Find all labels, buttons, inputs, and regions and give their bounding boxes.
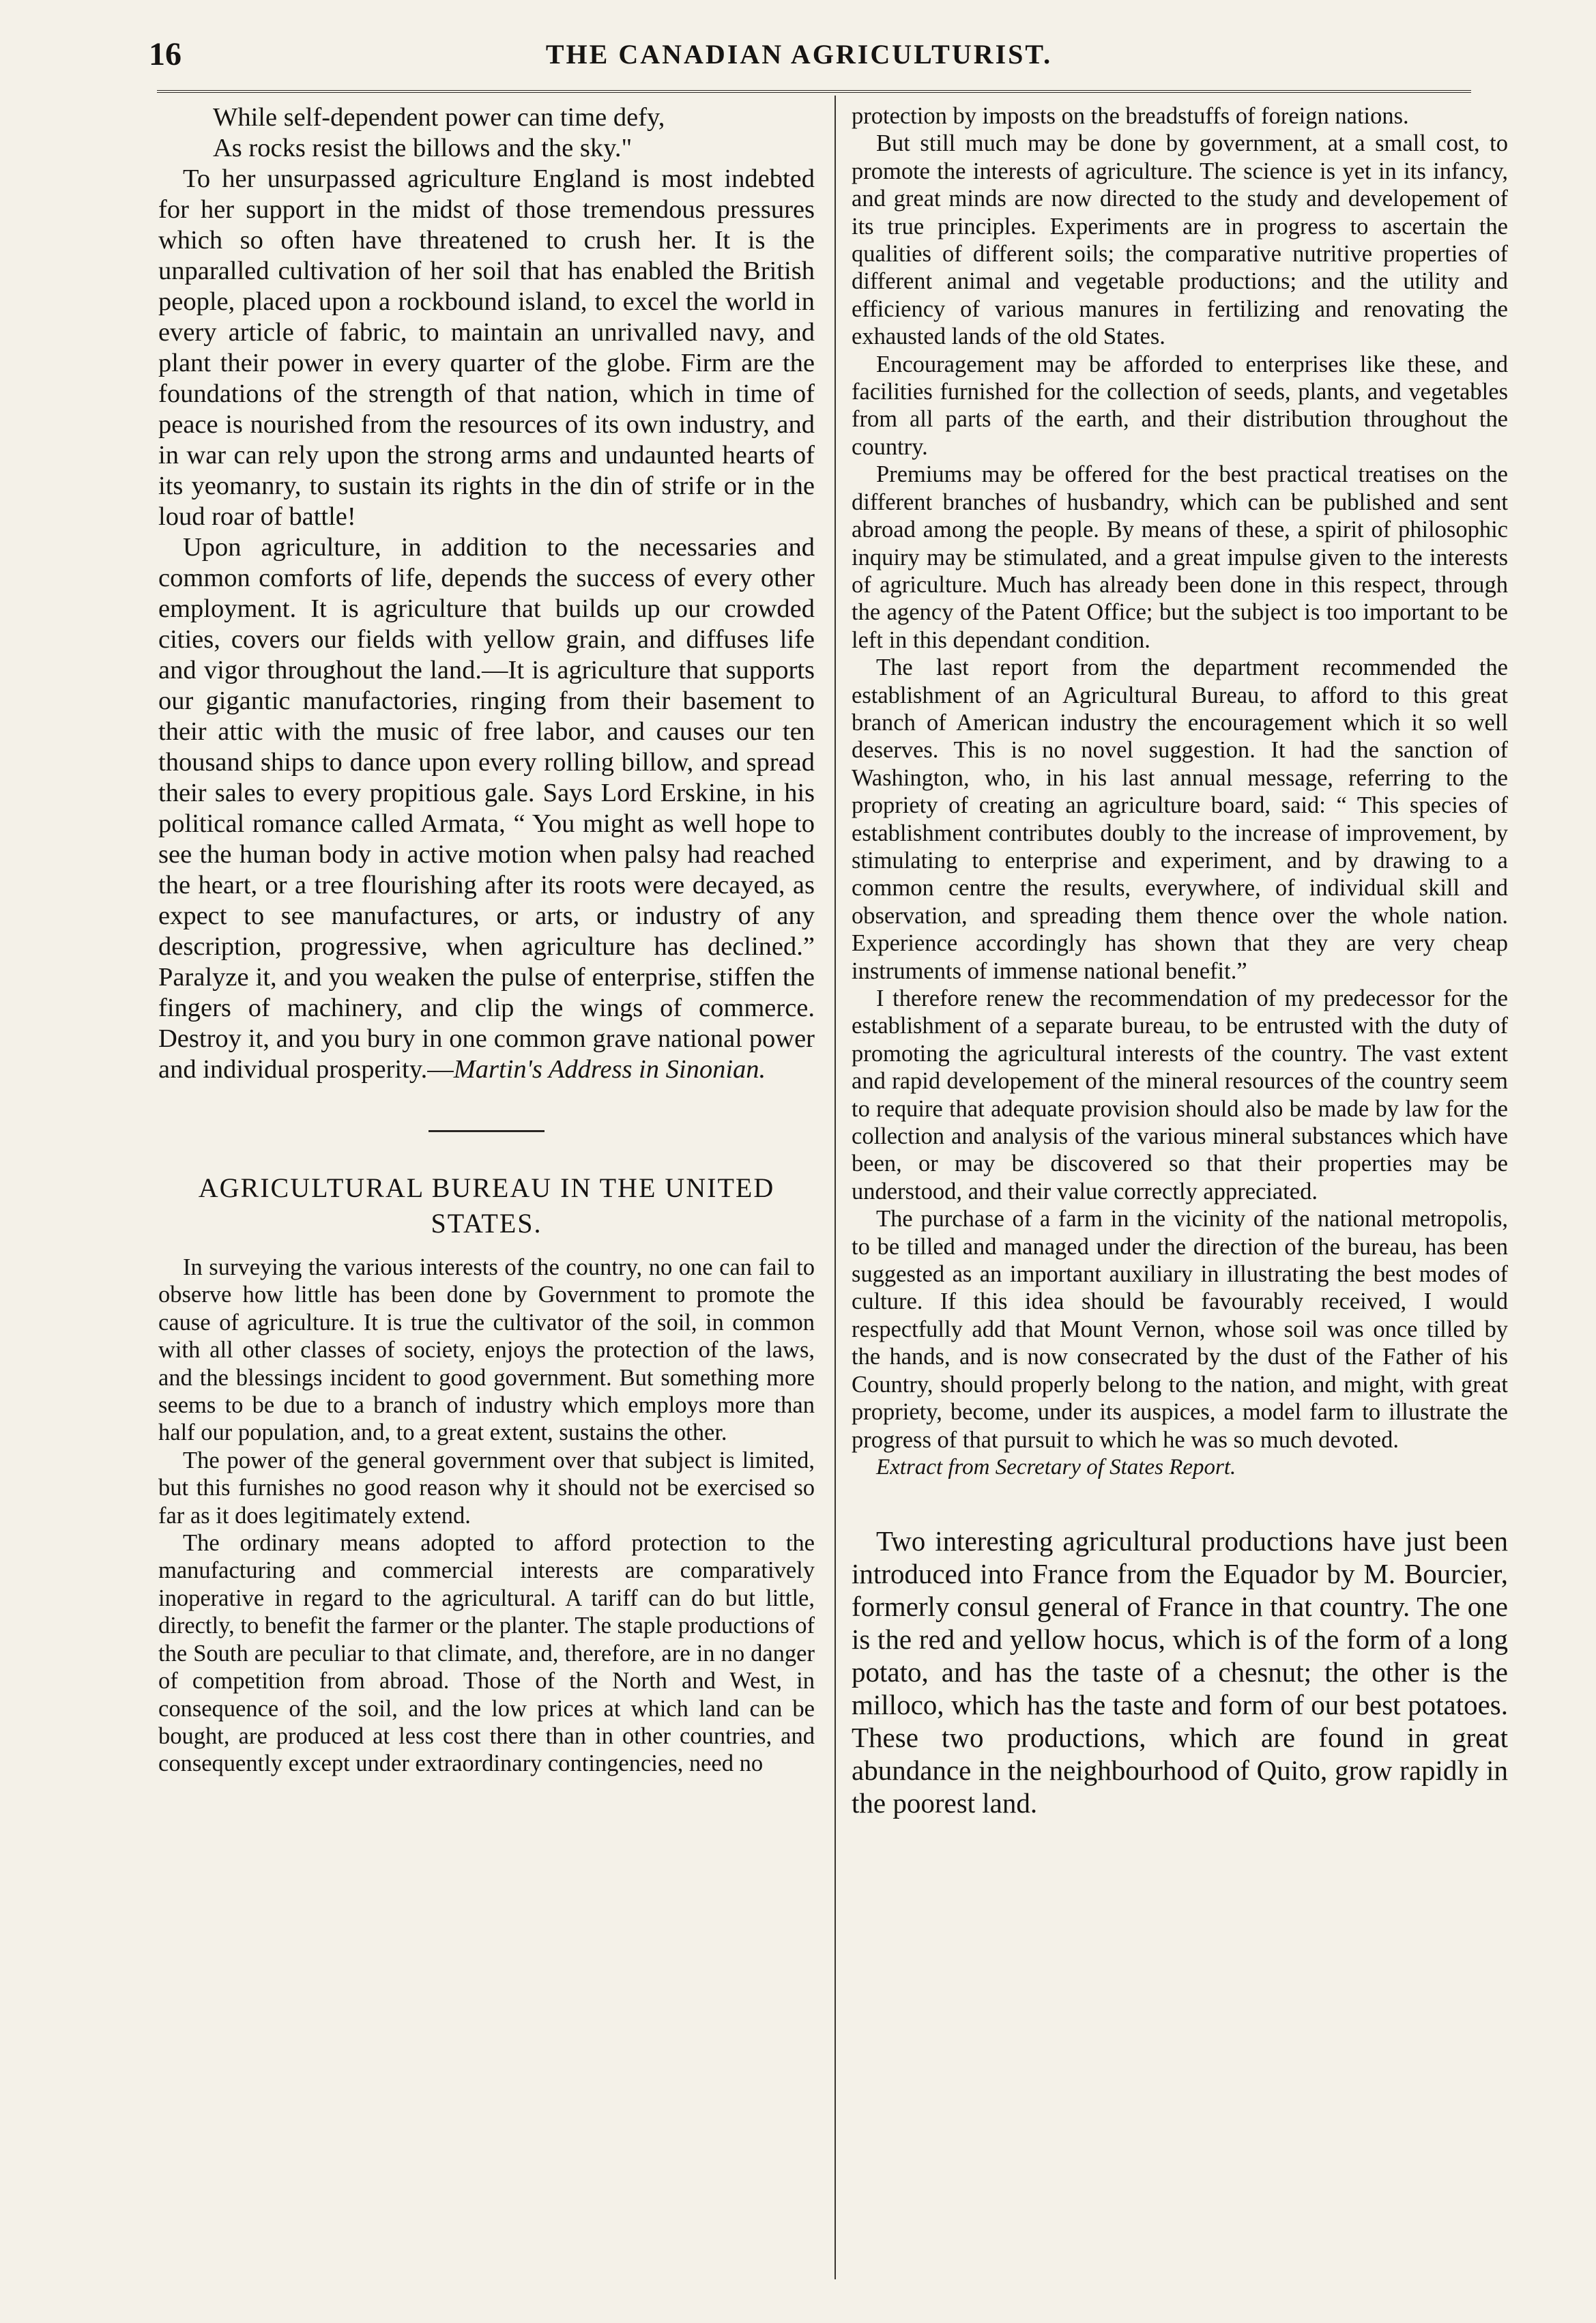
left-column	[158, 102, 815, 1778]
page-header	[149, 35, 1449, 83]
page-number: 16	[149, 36, 182, 72]
paragraph-ordinary-means: The ordinary means adopted to afford protection to the manufacturing and commercial interests are comparatively inoperative in regard to the agricultural. A tariff can do but little, directly, to benefit the farmer or the planter. The staple productions of the South are peculiar to that climate, and, therefore, are in no danger of competition from abroad. Those of the North and West, in consequence of the soil, and the low prices at which land can be bought, are produced at less cost there than in other countries, and consequently except under extraordinary contingencies, need no	[158, 1530, 815, 1777]
verse-line-1: While self-dependent power can time defy,	[213, 103, 665, 132]
paragraph-surveying: In surveying the various interests of the country, no one can fail to observe how little has been done by Government to promote the cause of agriculture. It is true the cultivator of the soil, in common with all other classes of society, enjoys the protection of the laws, and the blessings incident to good government. But something more seems to be due to a branch of industry which employs more than half our population, and, to a great extent, sustains the other.	[158, 1254, 815, 1446]
paragraph-encouragement: Encouragement may be afforded to enterprises like these, and facilities furnished for the collection of seeds, plants, and vegetables from all parts of the earth, and their distribution throughout the country.	[852, 351, 1508, 460]
paragraph-agriculture-text: Upon agriculture, in addition to the necessaries and common comforts of life, depends the success of every other employment. It is agriculture that builds up our crowded cities, covers our fields with yellow grain, and diffuses life and vigor throughout the land.—It is agriculture that supports our gigantic manufactories, ringing from their basement to their attic with the music of free labor, and causes our ten thousand ships to dance upon every rolling billow, and spread their sales to every propitious gale. Says Lord Erskine, in his political romance called Armata, “ You might as well hope to see the human body in active motion when palsy had reached the heart, or a tree flourishing after its roots were decayed, as expect to see manufactures, or arts, or industry of any description, progressive, when agriculture has declined.” Paralyze it, and you weaken the pulse of enterprise, stiffen the fingers of machinery, and clip the wings of commerce. Destroy it, and you bury in one common grave national power and individual prosperity.—	[158, 533, 815, 1084]
running-title: THE CANADIAN AGRICULTURIST.	[545, 39, 1053, 70]
header-rule	[157, 90, 1471, 93]
paragraph-agriculture	[158, 532, 815, 1085]
paragraph-government-cost: But still much may be done by government, at a small cost, to promote the interests of agriculture. The science is yet in its infancy, and great minds are now directed to the study and developement of its true principles. Experiments are in progress to ascertain the qualities of different soils; the comparative nutritive properties of different animal and vegetable productions; and the utility and efficiency of various manures in fertilizing and renovating the exhausted lands of the old States.	[852, 130, 1508, 350]
bureau-article-body	[158, 1254, 815, 1778]
column-divider	[835, 96, 836, 2279]
paragraph-farm-purchase: The purchase of a farm in the vicinity of the national metropolis, to be tilled and managed under the direction of the bureau, has been suggested as an important auxiliary in illustrating the best modes of culture. If this idea should be favourably received, I would respectfully add that Mount Vernon, whose soil was once tilled by the hands, and is now consecrated by the dust of the Father of his Country, should properly belong to the nation, and might, with great propriety, become, under its auspices, a model farm to illustrate the progress of that pursuit to which he was so much devoted.	[852, 1206, 1508, 1453]
extract-source: Extract from Secretary of States Report.	[876, 1454, 1236, 1480]
section-title-agricultural-bureau: AGRICULTURAL BUREAU IN THE UNITED STATES.	[198, 1172, 775, 1239]
section-divider	[429, 1130, 545, 1132]
paragraph-france-productions: Two interesting agricultural productions have just been introduced into France from the Equador by M. Bourcier, formerly consul general of France in that country. The one is the red and yellow hocus, which is of the form of a long potato, and has the taste of a chesnut; the other is the milloco, which has the taste and form of our best potatoes. These two productions, which are found in great abundance in the neighbourhood of Quito, grow rapidly in the poorest land.	[852, 1525, 1508, 1819]
right-column	[852, 102, 1508, 1819]
verse-quote	[158, 102, 815, 164]
bureau-article-continued	[852, 102, 1508, 1481]
paragraph-power-of-government: The power of the general government over that subject is limited, but this furnishes no good reason why it should not be exercised so far as it does legitimately extend.	[158, 1447, 815, 1529]
paragraph-renew-recommendation: I therefore renew the recommendation of my predecessor for the establishment of a separate bureau, to be entrusted with the duty of promoting the agricultural interests of the country. The vast extent and rapid developement of the mineral resources of the country seem to require that adequate provision should also be made by law for the collection and analysis of the various mineral substances which have been, or may be discovered so that their properties may be understood, and their value correctly appreciated.	[852, 985, 1508, 1204]
verse-line-2: As rocks resist the billows and the sky."	[213, 134, 633, 162]
paragraph-last-report: The last report from the department recommended the establishment of an Agricultural Bureau, to afford to this great branch of American industry the encouragement which it so well deserves. This is no novel suggestion. It had the sanction of Washington, who, in his last annual message, referring to the propriety of creating an agriculture board, said: “ This species of establishment contributes doubly to the increase of improvement, by stimulating to enterprise and experiment, and by drawing to a common centre the results, everywhere, of individual skill and observation, and spreading them thence over the whole nation. Experience accordingly has shown that they are very cheap instruments of immense national benefit.”	[852, 654, 1508, 984]
paragraph-protection-continued: protection by imposts on the breadstuffs of foreign nations.	[852, 103, 1409, 129]
paragraph-agriculture-source: Martin's Address in Sinonian.	[453, 1055, 766, 1084]
paragraph-premiums: Premiums may be offered for the best practical treatises on the different branches of husbandry, which can be published and sent abroad among the people. By means of these, a spirit of philosophic inquiry may be stimulated, and a great impulse given to the interests of agriculture. Much has already been done in this respect, through the agency of the Patent Office; but the subject is too important to be left in this dependant condition.	[852, 461, 1508, 653]
paragraph-england: To her unsurpassed agriculture England is most indebted for her support in the midst of those tremendous pressures which so often have threatened to crush her. It is the unparalled cultivation of her soil that has enabled the British people, placed upon a rockbound island, to excel the world in every article of fabric, to maintain an unrivalled navy, and plant their power in every quarter of the globe. Firm are the foundations of the strength of that nation, which in time of peace is nourished from the resources of its own industry, and in war can rely upon the strong arms and undaunted hearts of its yeomanry, to sustain its rights in the din of strife or in the loud roar of battle!	[158, 164, 815, 531]
